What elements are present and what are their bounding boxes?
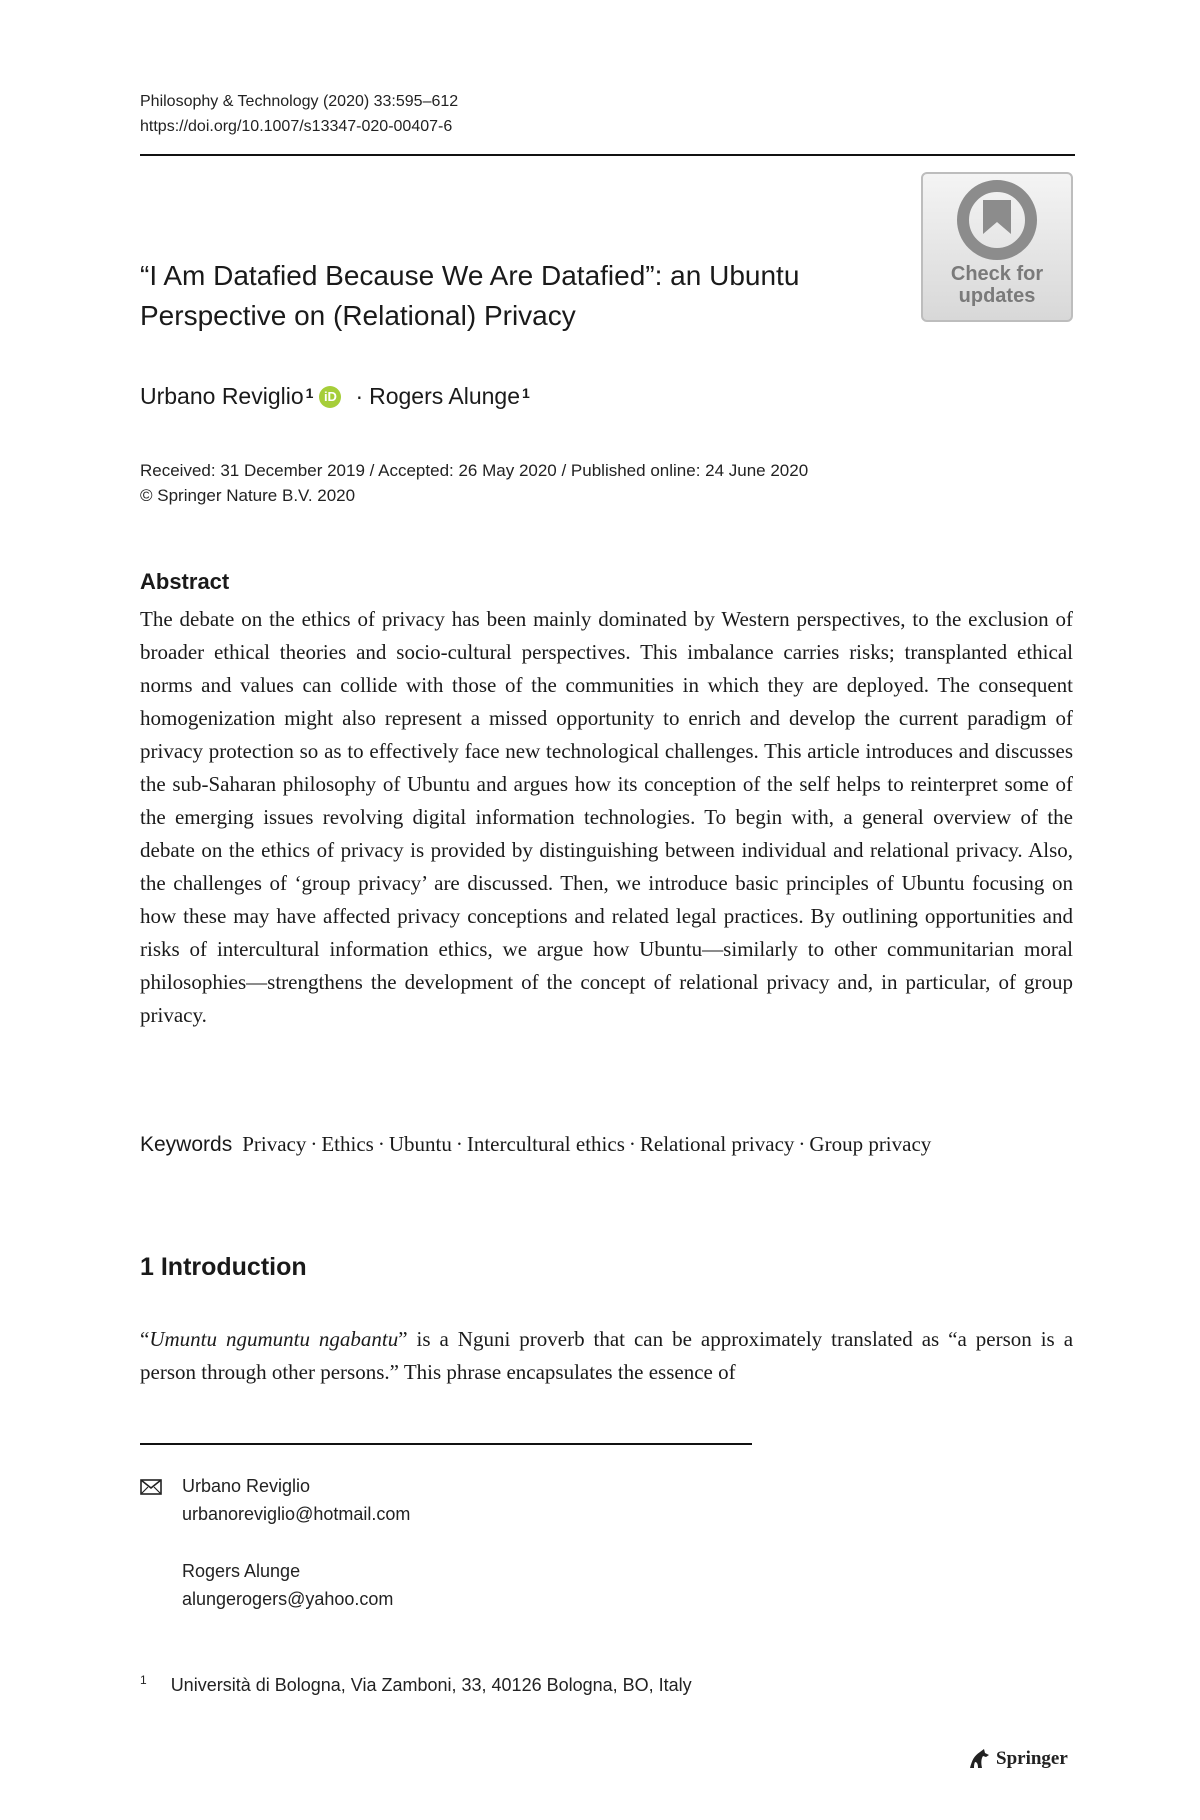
affiliation-marker: 1 <box>522 384 530 401</box>
contact-name: Rogers Alunge <box>182 1561 301 1581</box>
header-rule <box>140 154 1075 156</box>
keyword: Group privacy <box>809 1132 932 1156</box>
keyword-separator: · <box>798 1132 806 1156</box>
article-title: “I Am Datafied Because We Are Datafied”: an Ubuntu Perspective on (Relational) Privacy <box>140 260 800 331</box>
keyword: Ubuntu <box>388 1132 452 1156</box>
proverb: Umuntu ngumuntu ngabantu <box>149 1327 399 1351</box>
journal-citation: Philosophy & Technology (2020) 33:595–612 <box>140 93 459 110</box>
keyword: Relational privacy <box>639 1132 795 1156</box>
keyword-separator: · <box>377 1132 385 1156</box>
abstract-text: The debate on the ethics of privacy has been mainly dominated by Western perspectives, to the exclusion of broader ethical theories and socio-cultural perspectives. This imbalance carries risks; transplanted ethical norms and values can collide with those of the communities in which they are deployed. The consequent homogenization might also represent a missed opportunity to enrich and develop the current paradigm of privacy protection so as to effectively face new technological challenges. This article introduces and discusses the sub-Saharan philosophy of Ubuntu and argues how its conception of the self helps to reinterpret some of the emerging issues revolving digital information technologies. To begin with, a general overview of the debate on the ethics of privacy is provided by distinguishing between individual and relational privacy. Also, the challenges of ‘group privacy’ are discussed. Then, we introduce basic principles of Ubuntu focusing on how these may have affected privacy conceptions and related legal practices. By outlining opportunities and risks of intercultural information ethics, we argue how Ubuntu—similarly to other communitarian moral philosophies—strengthens the development of the concept of relational privacy and, in particular, of group privacy. <box>140 607 1073 1027</box>
keyword: Intercultural ethics <box>466 1132 625 1156</box>
keyword-separator: · <box>455 1132 463 1156</box>
keywords-label: Keywords <box>140 1133 233 1156</box>
footnote-rule <box>140 1443 752 1445</box>
contact-name: Urbano Reviglio <box>182 1476 311 1496</box>
contact-email[interactable]: alungerogers@yahoo.com <box>182 1589 394 1609</box>
badge-line-2: updates <box>958 285 1036 307</box>
affiliation-text: Università di Bologna, Via Zamboni, 33, 40126 Bologna, BO, Italy <box>170 1675 692 1695</box>
doi-link[interactable]: https://doi.org/10.1007/s13347-020-00407-6 <box>140 118 453 135</box>
keywords <box>140 1128 1073 1161</box>
publication-dates: Received: 31 December 2019 / Accepted: 26 May 2020 / Published online: 24 June 2020 <box>140 461 809 480</box>
copyright-notice: © Springer Nature B.V. 2020 <box>140 486 356 505</box>
author-name[interactable]: Rogers Alunge <box>369 383 520 409</box>
author-separator: · <box>355 383 364 409</box>
keyword-separator: · <box>310 1132 318 1156</box>
check-for-updates-badge[interactable] <box>921 172 1073 322</box>
keyword-separator: · <box>628 1132 636 1156</box>
update-check-icon <box>955 178 1039 262</box>
author-contact <box>182 1557 393 1613</box>
keyword: Ethics <box>321 1132 374 1156</box>
author-name[interactable]: Urbano Reviglio <box>140 383 304 409</box>
affiliation-marker: 1 <box>305 384 314 401</box>
quote-mark: “ <box>140 1327 150 1351</box>
orcid-icon[interactable]: iD <box>319 386 341 408</box>
introduction-sentence: ” is a Nguni proverb that can be approximately translated as “a person is a person through other persons.” This phrase encapsulates the essence of <box>140 1327 1074 1384</box>
introduction-text <box>140 1323 1073 1389</box>
envelope-icon <box>140 1479 162 1495</box>
keyword: Privacy <box>242 1132 307 1156</box>
springer-horse-icon <box>966 1746 992 1772</box>
contact-email[interactable]: urbanoreviglio@hotmail.com <box>182 1504 411 1524</box>
abstract-heading: Abstract <box>140 569 230 594</box>
section-heading-introduction: 1 Introduction <box>140 1253 307 1281</box>
affiliation <box>140 1673 692 1696</box>
author-list <box>140 383 530 410</box>
badge-line-1: Check for <box>950 263 1044 285</box>
publisher-name: Springer <box>996 1748 1068 1769</box>
springer-logo <box>966 1746 1068 1772</box>
affiliation-number: 1 <box>140 1673 147 1687</box>
corresponding-author-contact <box>182 1472 410 1528</box>
